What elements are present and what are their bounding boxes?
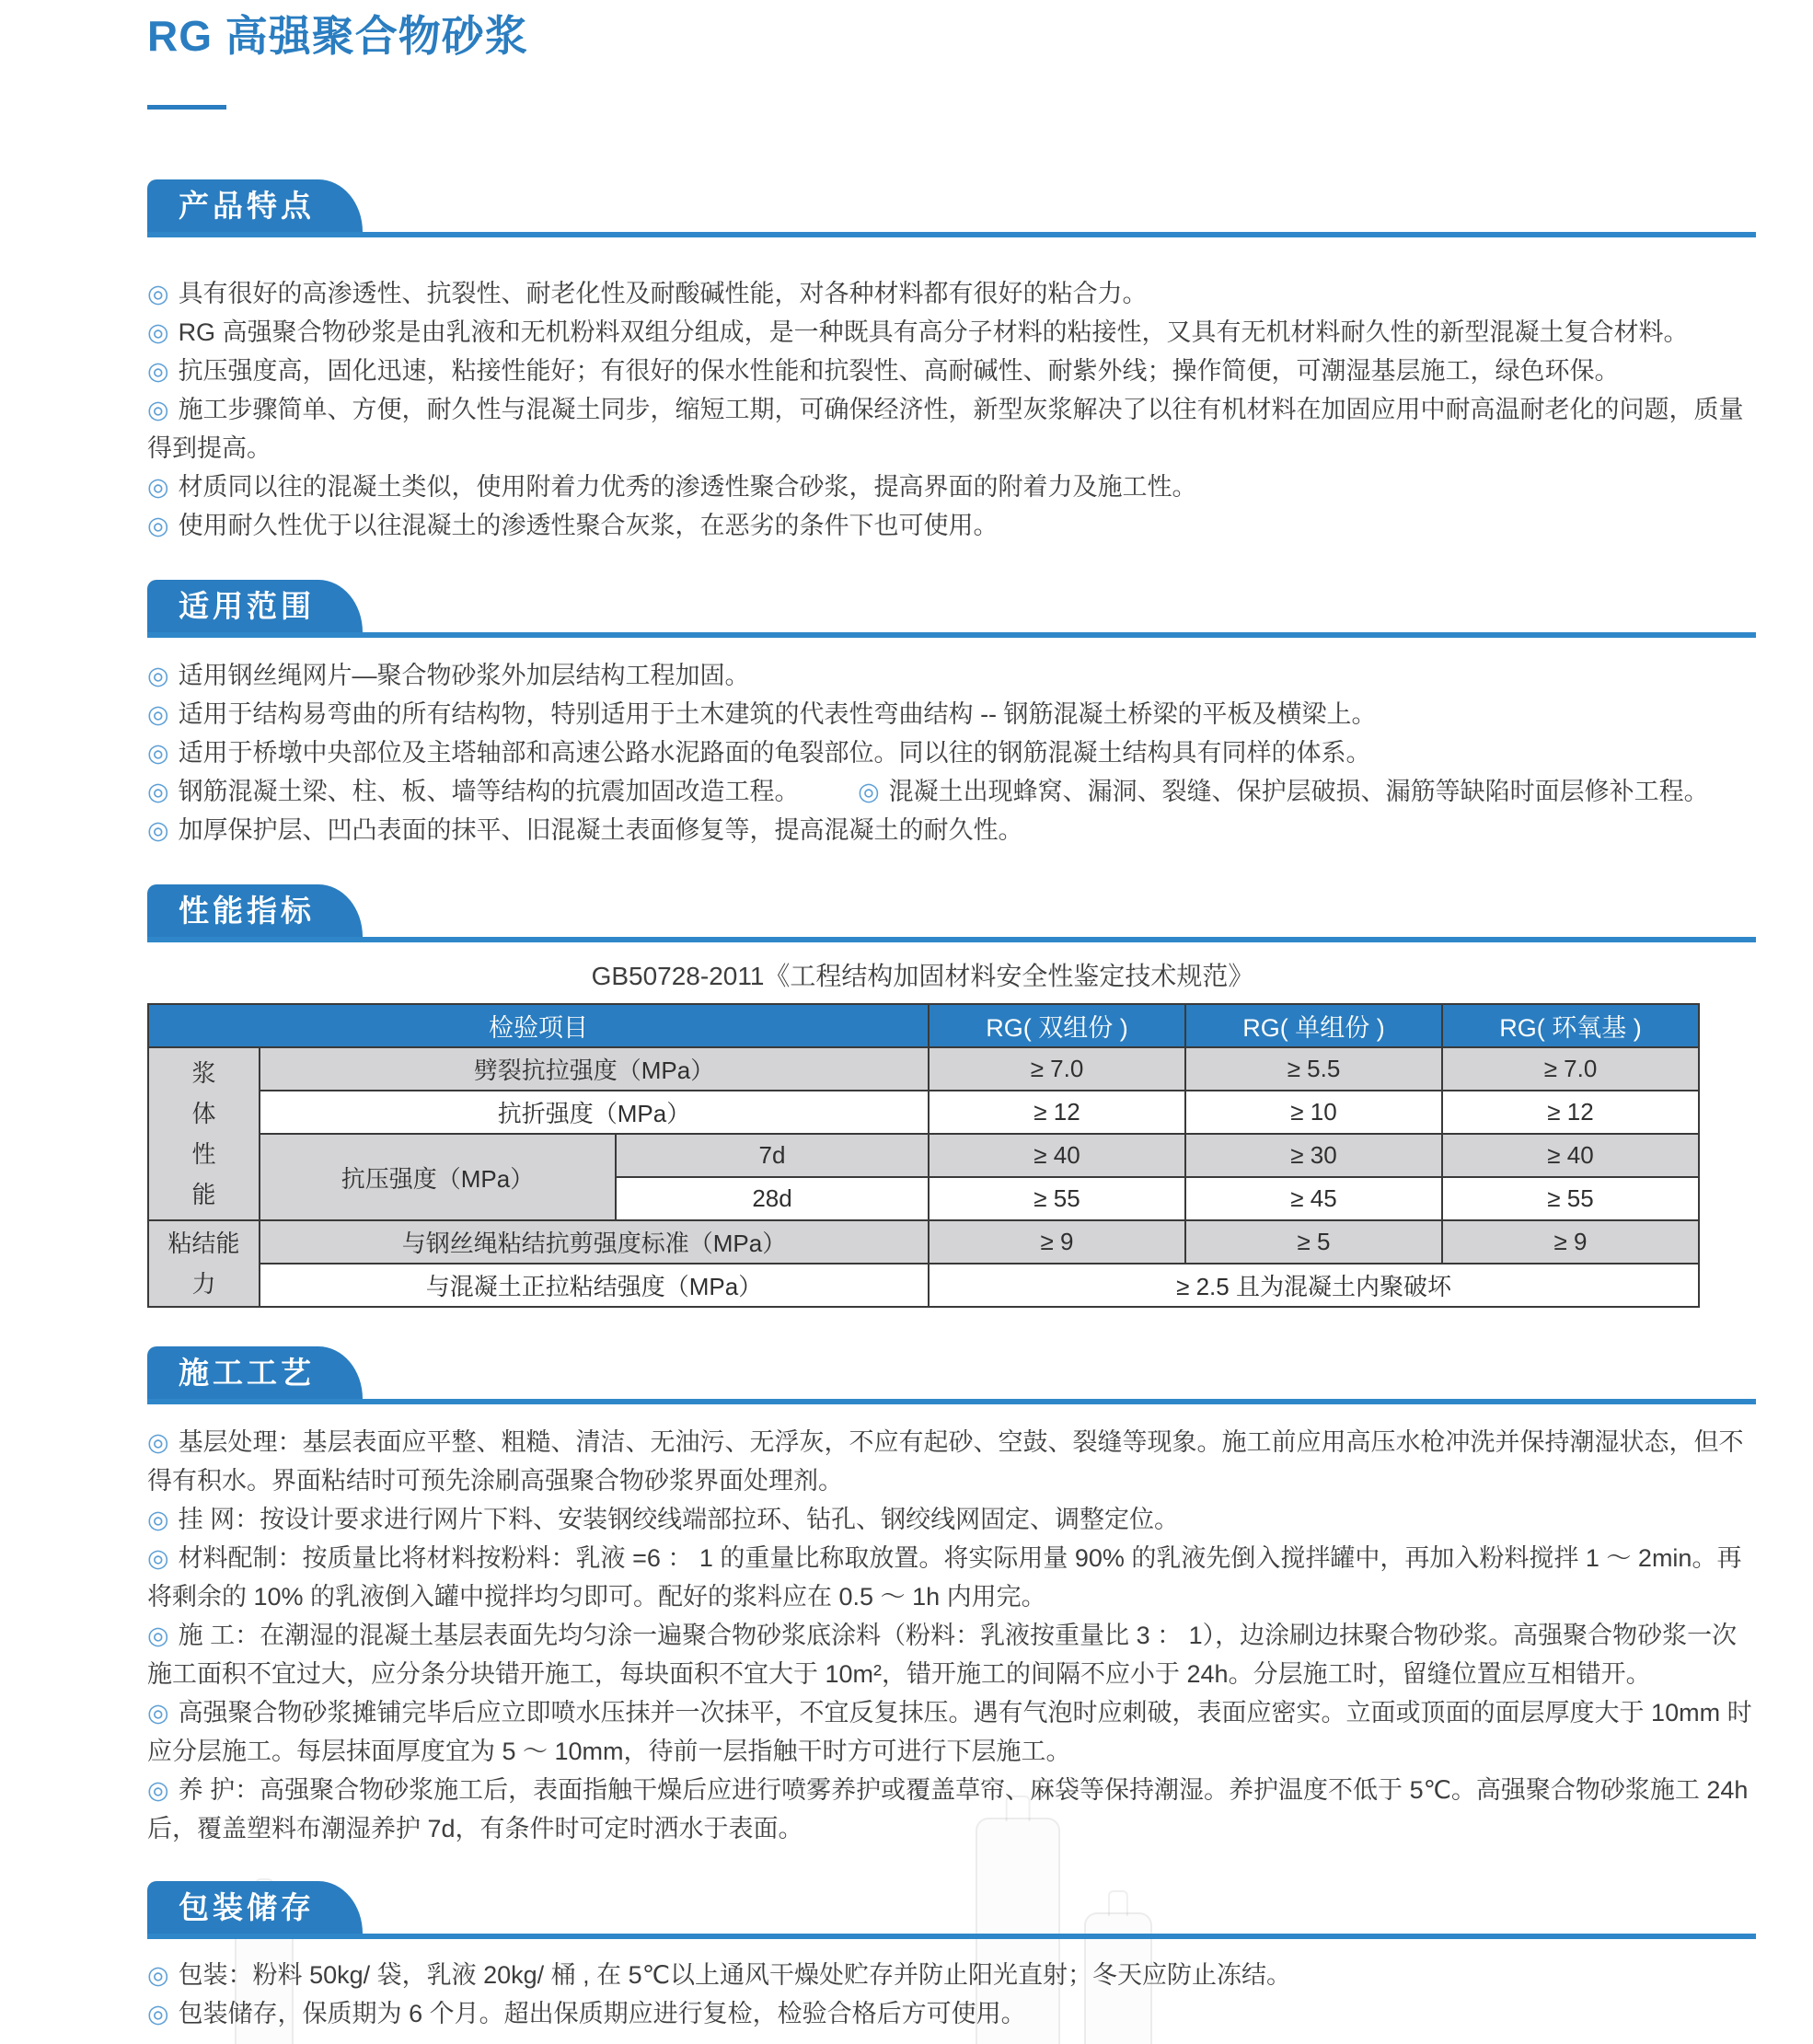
cell-value: ≥ 5 bbox=[1185, 1220, 1442, 1264]
list-item-text: 适用于结构易弯曲的所有结构物，特别适用于土木建筑的代表性弯曲结构 -- 钢筋混凝土桥梁的平板及横梁上。 bbox=[178, 700, 1377, 728]
section-header-packaging bbox=[147, 1881, 1756, 1939]
list-item-text: 钢筋混凝土梁、柱、板、墙等结构的抗震加固改造工程。 bbox=[178, 778, 800, 805]
section-header-performance bbox=[147, 884, 1756, 942]
section-header-scope bbox=[147, 580, 1756, 638]
list-item-text: 包装储存，保质期为 6 个月。超出保质期应进行复检，检验合格后方可使用。 bbox=[178, 2000, 1026, 2027]
cell-value: ≥ 45 bbox=[1185, 1177, 1442, 1220]
list-item-text: 养 护：高强聚合物砂浆施工后，表面指触干燥后应进行喷雾养护或覆盖草帘、麻袋等保持潮湿。养护温度不低于 5℃。高强聚合物砂浆施工 24h 后，覆盖塑料布潮湿养护 7d，有条件时可定时洒水于表面。 bbox=[147, 1776, 1749, 1842]
bullet-icon: ◎ bbox=[147, 816, 169, 844]
bullet-icon: ◎ bbox=[147, 700, 169, 728]
row-label: 劈裂抗拉强度（MPa） bbox=[260, 1047, 929, 1091]
cell-value: ≥ 40 bbox=[929, 1134, 1185, 1177]
bullet-icon: ◎ bbox=[147, 280, 169, 307]
list-item bbox=[147, 506, 1756, 545]
list-item-text: 抗压强度高，固化迅速，粘接性能好；有很好的保水性能和抗裂性、高耐碱性、耐紫外线；操作简便，可潮湿基层施工，绿色环保。 bbox=[178, 357, 1620, 385]
list-item bbox=[147, 695, 1756, 733]
row-group-label: 粘结能力 bbox=[148, 1220, 260, 1307]
cell-value: ≥ 7.0 bbox=[929, 1047, 1185, 1091]
cell-value: ≥ 40 bbox=[1442, 1134, 1699, 1177]
list-item bbox=[147, 313, 1756, 352]
table-header-col: RG( 双组份 ) bbox=[929, 1004, 1185, 1047]
row-sublabel: 28d bbox=[616, 1177, 929, 1220]
page-title: RG 高强聚合物砂浆 bbox=[147, 12, 528, 60]
list-item-text: 混凝土出现蜂窝、漏洞、裂缝、保护层破损、漏筋等缺陷时面层修补工程。 bbox=[888, 778, 1709, 805]
table-row bbox=[148, 1091, 1699, 1134]
list-item-text: 具有很好的高渗透性、抗裂性、耐老化性及耐酸碱性能，对各种材料都有很好的粘合力。 bbox=[178, 280, 1148, 307]
list-item-text: 适用钢丝绳网片—聚合物砂浆外加层结构工程加固。 bbox=[178, 662, 750, 689]
list-item-text: 施 工：在潮湿的混凝土基层表面先均匀涂一遍聚合物砂浆底涂料（粉料：乳液按重量比 3 ： 1），边涂刷边抹聚合物砂浆。高强聚合物砂浆一次施工面积不宜过大，应分条分块错开施工，每块面积不宜大于 10m²，错开施工的间隔不应小于 24h。分层施工时，留缝位置应互相错开。 bbox=[147, 1622, 1738, 1688]
section-heading-process: 施工工艺 bbox=[147, 1346, 363, 1399]
bullet-icon: ◎ bbox=[147, 512, 169, 539]
section-heading-performance: 性能指标 bbox=[147, 884, 363, 937]
list-item bbox=[147, 352, 1756, 390]
bullet-icon: ◎ bbox=[147, 396, 169, 423]
table-row bbox=[148, 1220, 1699, 1264]
list-item bbox=[147, 811, 1756, 849]
table-header-item: 检验项目 bbox=[148, 1004, 929, 1047]
title-underline bbox=[147, 105, 226, 110]
row-group-label: 浆体性能 bbox=[148, 1047, 260, 1220]
bullet-icon: ◎ bbox=[147, 1544, 169, 1572]
table-header-row bbox=[148, 1004, 1699, 1047]
cell-value: ≥ 10 bbox=[1185, 1091, 1442, 1134]
row-label: 与混凝土正拉粘结强度（MPa） bbox=[260, 1264, 929, 1307]
section-header-process bbox=[147, 1346, 1756, 1404]
scope-list bbox=[147, 656, 1756, 849]
list-item bbox=[147, 468, 1756, 506]
row-label: 与钢丝绳粘结抗剪强度标准（MPa） bbox=[260, 1220, 929, 1264]
list-item-text: RG 高强聚合物砂浆是由乳液和无机粉料双组分组成，是一种既具有高分子材料的粘接性，又具有无机材料耐久性的新型混凝土复合材料。 bbox=[178, 318, 1689, 346]
process-list bbox=[147, 1423, 1756, 1848]
row-label: 抗压强度（MPa） bbox=[260, 1134, 616, 1220]
bullet-icon: ◎ bbox=[147, 318, 169, 346]
list-item-text: 使用耐久性优于以往混凝土的渗透性聚合灰浆，在恶劣的条件下也可使用。 bbox=[178, 512, 999, 539]
bullet-icon: ◎ bbox=[147, 1506, 169, 1533]
list-item bbox=[147, 733, 1756, 772]
bullet-icon: ◎ bbox=[147, 739, 169, 767]
list-item bbox=[147, 1423, 1756, 1500]
list-item bbox=[147, 1994, 1756, 2033]
table-header-col: RG( 环氧基 ) bbox=[1442, 1004, 1699, 1047]
bullet-icon: ◎ bbox=[147, 473, 169, 501]
bullet-icon: ◎ bbox=[147, 662, 169, 689]
bullet-icon: ◎ bbox=[147, 2000, 169, 2027]
list-item-text: 基层处理：基层表面应平整、粗糙、清洁、无油污、无浮灰，不应有起砂、空鼓、裂缝等现象。施工前应用高压水枪冲洗并保持潮湿状态，但不得有积水。界面粘结时可预先涂刷高强聚合物砂浆界面处理剂。 bbox=[147, 1428, 1744, 1495]
performance-table bbox=[147, 1003, 1700, 1308]
list-item-text: 材料配制：按质量比将材料按粉料：乳液 =6 ： 1 的重量比称取放置。将实际用量 90% 的乳液先倒入搅拌罐中，再加入粉料搅拌 1 ～ 2min。再将剩余的 10% 的乳液倒入罐中搅拌均匀即可。配好的浆料应在 0.5 ～ 1h 内用完。 bbox=[147, 1544, 1742, 1611]
list-item bbox=[147, 772, 1756, 811]
table-header-col: RG( 单组份 ) bbox=[1185, 1004, 1442, 1047]
table-caption: GB50728-2011《工程结构加固材料安全性鉴定技术规范》 bbox=[591, 962, 1254, 990]
cell-value: ≥ 12 bbox=[1442, 1091, 1699, 1134]
list-item bbox=[147, 1616, 1756, 1693]
cell-value: ≥ 30 bbox=[1185, 1134, 1442, 1177]
table-row bbox=[148, 1134, 1699, 1177]
list-item bbox=[147, 1956, 1756, 1994]
list-item-text: 加厚保护层、凹凸表面的抹平、旧混凝土表面修复等，提高混凝土的耐久性。 bbox=[178, 816, 1023, 844]
list-item bbox=[147, 1539, 1756, 1616]
bullet-icon: ◎ bbox=[147, 1699, 169, 1726]
packaging-list bbox=[147, 1956, 1756, 2033]
cell-value: ≥ 12 bbox=[929, 1091, 1185, 1134]
list-item bbox=[147, 274, 1756, 313]
section-header-features bbox=[147, 179, 1756, 237]
bullet-icon: ◎ bbox=[147, 1776, 169, 1804]
bullet-icon: ◎ bbox=[147, 1961, 169, 1989]
list-item bbox=[147, 1771, 1756, 1848]
bullet-icon: ◎ bbox=[147, 1622, 169, 1649]
section-heading-scope: 适用范围 bbox=[147, 580, 363, 632]
list-item-text: 材质同以往的混凝土类似，使用附着力优秀的渗透性聚合砂浆，提高界面的附着力及施工性。 bbox=[178, 473, 1197, 501]
cell-value: ≥ 55 bbox=[1442, 1177, 1699, 1220]
list-item bbox=[147, 656, 1756, 695]
list-item bbox=[147, 1693, 1756, 1771]
list-item-text: 高强聚合物砂浆摊铺完毕后应立即喷水压抹并一次抹平，不宜反复抹压。遇有气泡时应刺破，表面应密实。立面或顶面的面层厚度大于 10mm 时应分层施工。每层抹面厚度宜为 5 ～ 10mm，待前一层指触干时方可进行下层施工。 bbox=[147, 1699, 1752, 1765]
section-heading-features: 产品特点 bbox=[147, 179, 363, 232]
bullet-icon: ◎ bbox=[147, 778, 169, 805]
bullet-icon: ◎ bbox=[858, 778, 880, 805]
table-row bbox=[148, 1264, 1699, 1307]
list-item-text: 施工步骤简单、方便，耐久性与混凝土同步，缩短工期，可确保经济性，新型灰浆解决了以往有机材料在加固应用中耐高温耐老化的问题，质量得到提高。 bbox=[147, 396, 1744, 462]
cell-value: ≥ 5.5 bbox=[1185, 1047, 1442, 1091]
bullet-icon: ◎ bbox=[147, 357, 169, 385]
list-item-text: 包装：粉料 50kg/ 袋，乳液 20kg/ 桶 , 在 5℃以上通风干燥处贮存并防止阳光直射；冬天应防止冻结。 bbox=[178, 1961, 1292, 1989]
list-item bbox=[147, 1500, 1756, 1539]
list-item bbox=[147, 390, 1756, 468]
list-item-text: 适用于桥墩中央部位及主塔轴部和高速公路水泥路面的龟裂部位。同以往的钢筋混凝土结构具有同样的体系。 bbox=[178, 739, 1371, 767]
features-list bbox=[147, 274, 1756, 545]
table-row bbox=[148, 1047, 1699, 1091]
bullet-icon: ◎ bbox=[147, 1428, 169, 1456]
list-item-text: 挂 网：按设计要求进行网片下料、安装钢绞线端部拉环、钻孔、钢绞线网固定、调整定位。 bbox=[178, 1506, 1180, 1533]
cell-value: ≥ 7.0 bbox=[1442, 1047, 1699, 1091]
cell-value: ≥ 9 bbox=[929, 1220, 1185, 1264]
cell-value-merged: ≥ 2.5 且为混凝土内聚破坏 bbox=[929, 1264, 1699, 1307]
row-sublabel: 7d bbox=[616, 1134, 929, 1177]
cell-value: ≥ 55 bbox=[929, 1177, 1185, 1220]
row-label: 抗折强度（MPa） bbox=[260, 1091, 929, 1134]
cell-value: ≥ 9 bbox=[1442, 1220, 1699, 1264]
section-heading-packaging: 包装储存 bbox=[147, 1881, 363, 1934]
